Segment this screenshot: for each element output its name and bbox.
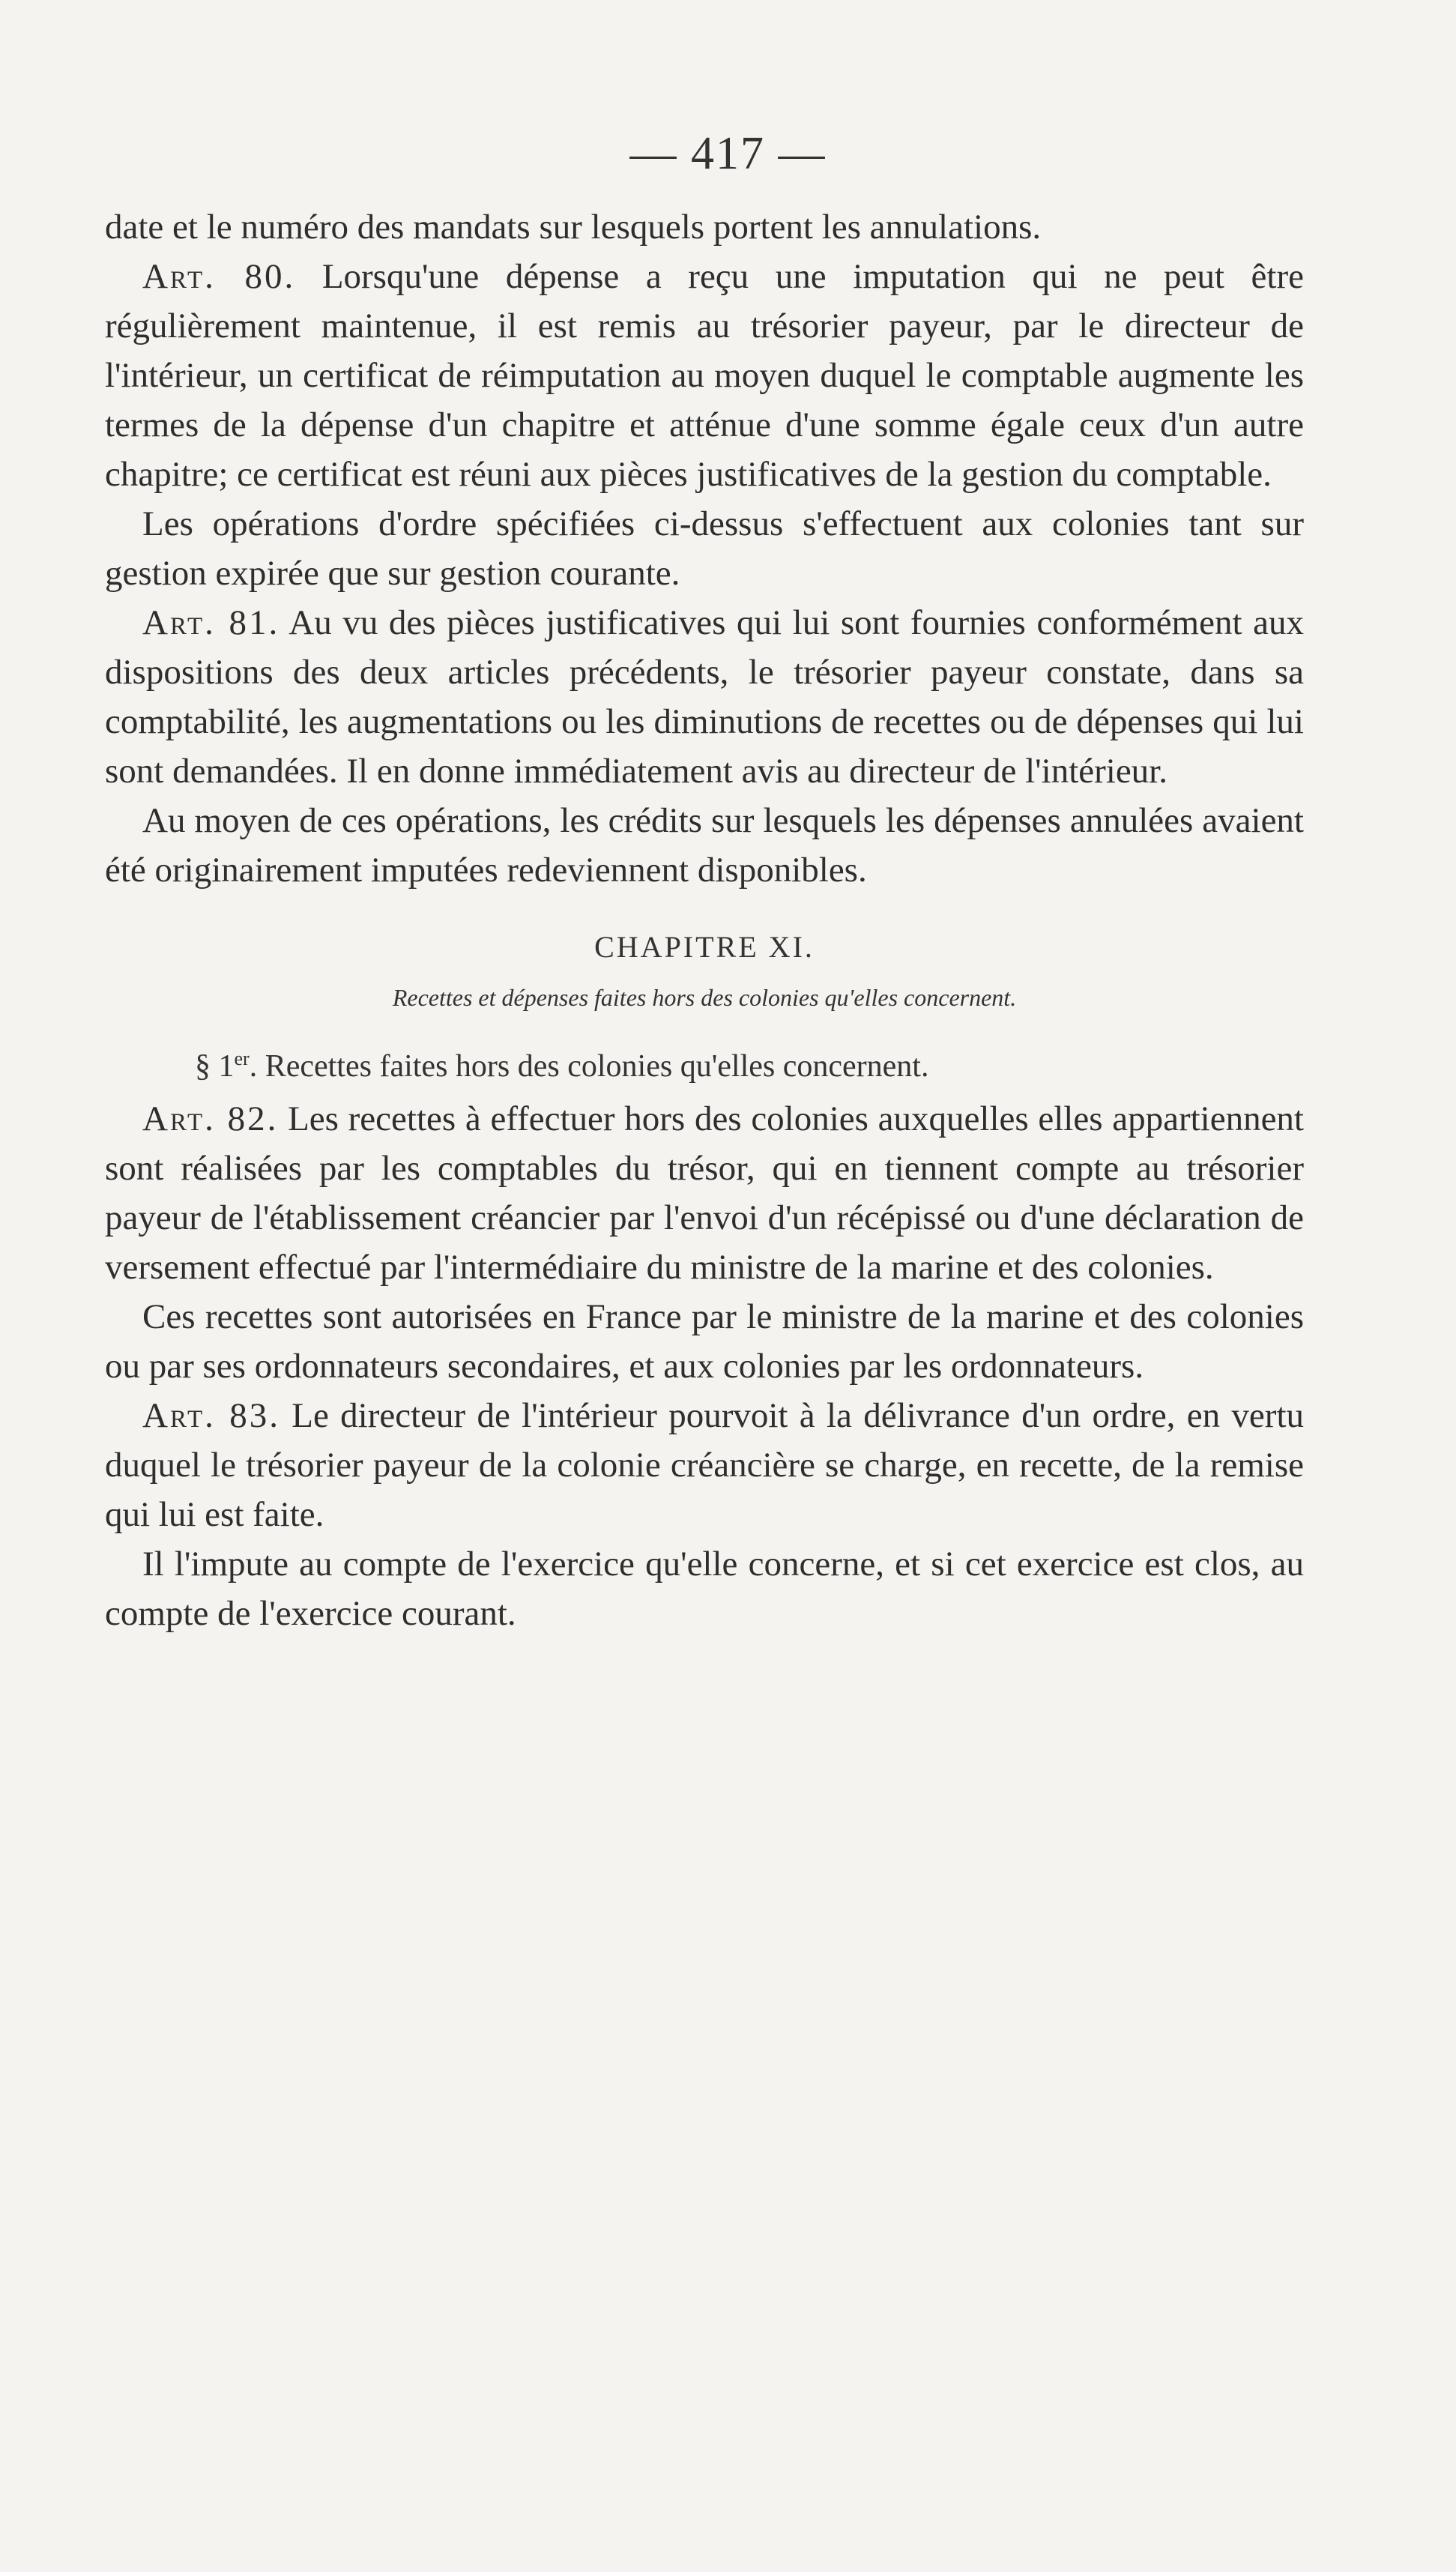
paragraph bbox=[105, 796, 1304, 895]
section-label: § 1 bbox=[195, 1049, 235, 1084]
paragraph-text: Au vu des pièces justificatives qui lui sont fournies conformément aux dispositions des deux articles précédents, le trésorier payeur constate, dans sa comptabilité, les augmentations ou les diminutions de recettes ou de dépenses qui lui sont demandées. Il en donne immédiatement avis au directeur de l'intérieur. bbox=[105, 603, 1304, 791]
paragraph bbox=[105, 1539, 1304, 1638]
paragraph-text: Ces recettes sont autorisées en France par le ministre de la marine et des colonies ou par ses ordonnateurs secondaires, et aux colonies par les ordonnateurs. bbox=[105, 1297, 1304, 1386]
article-number: Art. 81. bbox=[142, 603, 280, 642]
chapter-heading: CHAPITRE XI. bbox=[594, 930, 815, 964]
paragraph-text: Les recettes à effectuer hors des colonies auxquelles elles appartiennent sont réalisées par les comptables du trésor, qui en tiennent compte au trésorier payeur de l'établissement créancier par l'envoi d'un récépissé ou d'une déclaration de versement effectué par l'intermédiaire du ministre de la marine et des colonies. bbox=[105, 1099, 1304, 1287]
article-number: Art. 83. bbox=[142, 1396, 280, 1435]
paragraph-text: Il l'impute au compte de l'exercice qu'elle concerne, et si cet exercice est clos, au compte de l'exercice courant. bbox=[105, 1545, 1304, 1633]
paragraph-text: Les opérations d'ordre spécifiées ci-dessus s'effectuent aux colonies tant sur gestion expirée que sur gestion courante. bbox=[105, 504, 1304, 593]
article-number: Art. 82. bbox=[142, 1099, 279, 1138]
paragraph bbox=[105, 598, 1304, 796]
paragraph-text: Au moyen de ces opérations, les crédits sur lesquels les dépenses annulées avaient été originairement imputées redeviennent disponibles. bbox=[105, 801, 1304, 890]
paragraph bbox=[105, 1292, 1304, 1391]
section-superscript: er bbox=[234, 1048, 250, 1069]
paragraphs-top bbox=[105, 202, 1304, 895]
page-number: — 417 — bbox=[629, 128, 827, 179]
paragraph-text: Le directeur de l'intérieur pourvoit à la délivrance d'un ordre, en vertu duquel le trésorier payeur de la colonie créancière se charge, en recette, de la remise qui lui est faite. bbox=[105, 1396, 1305, 1534]
paragraph bbox=[105, 499, 1304, 598]
article-number: Art. 80. bbox=[142, 257, 296, 296]
paragraph bbox=[105, 252, 1304, 499]
paragraph bbox=[105, 1391, 1304, 1539]
chapter-subtitle: Recettes et dépenses faites hors des colonies qu'elles concernent. bbox=[392, 984, 1017, 1011]
section-title: . Recettes faites hors des colonies qu'elles concernent. bbox=[249, 1049, 929, 1084]
paragraphs-bottom bbox=[105, 1094, 1304, 1638]
page-body bbox=[105, 202, 1304, 1638]
paragraph-text: date et le numéro des mandats sur lesquels portent les annulations. bbox=[105, 208, 1042, 247]
section-heading bbox=[105, 1034, 1304, 1091]
paragraph-text: Lorsqu'une dépense a reçu une imputation qui ne peut être régulièrement maintenue, il est remis au trésorier payeur, par le directeur de l'intérieur, un certificat de réimputation au moyen duquel le comptable augmente les termes de la dépense d'un chapitre et atténue d'une somme égale ceux d'un autre chapitre; ce certificat est réuni aux pièces justificatives de la gestion du comptable. bbox=[105, 257, 1304, 494]
paragraph bbox=[105, 202, 1304, 252]
paragraph bbox=[105, 1094, 1304, 1292]
